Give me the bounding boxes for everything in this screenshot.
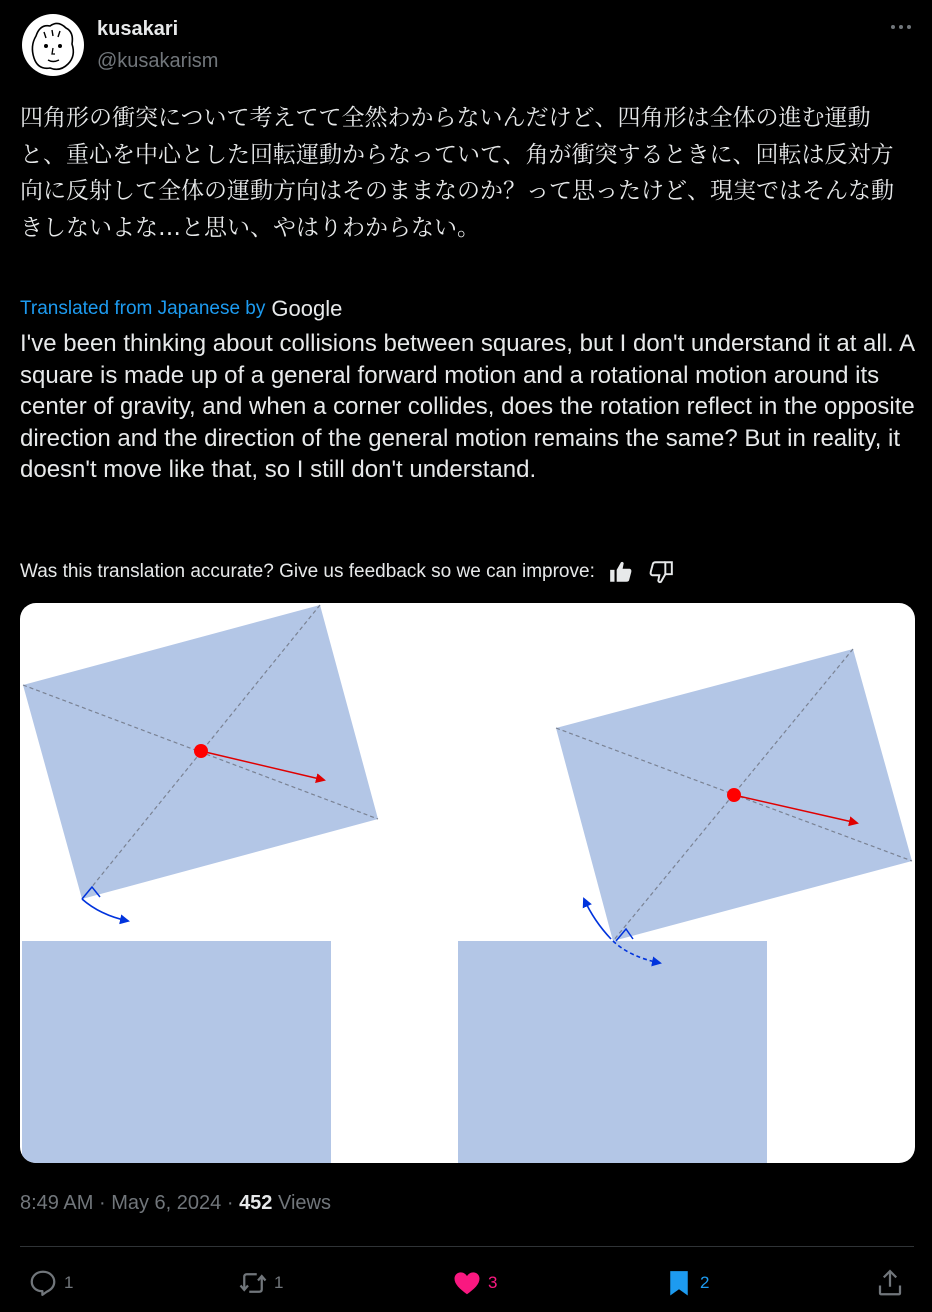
- views-label: Views: [278, 1192, 331, 1214]
- divider: [20, 1246, 914, 1247]
- post-time[interactable]: 8:49 AM: [20, 1192, 94, 1214]
- left-scenario: [22, 605, 378, 1163]
- reply-count: 1: [64, 1273, 74, 1292]
- repost-button[interactable]: [238, 1268, 283, 1298]
- display-name[interactable]: kusakari: [97, 18, 179, 40]
- translation-feedback: [20, 558, 675, 586]
- feedback-prompt: Was this translation accurate? Give us feedback so we can improve:: [20, 561, 595, 582]
- post-text-english: I've been thinking about collisions between squares, but I don't understand it at all. A square is made up of a general forward motion and a rotational motion around its center of gravity, and when a corner collides, does the rotation reflect in the opposite direction and the direction of the general motion remains the same? But in reality, it doesn't move like that, so I still don't understand.: [20, 330, 915, 483]
- center-of-gravity-right: [727, 788, 741, 802]
- reply-icon: [28, 1268, 58, 1298]
- thumbs-down-icon[interactable]: [647, 558, 675, 586]
- meta-separator: ·: [98, 1192, 106, 1214]
- more-horizontal-icon[interactable]: [888, 14, 914, 40]
- reply-button[interactable]: [28, 1268, 73, 1298]
- thumbs-up-icon[interactable]: [607, 558, 635, 586]
- translation-attribution: [20, 296, 342, 322]
- repost-count: 1: [274, 1273, 284, 1292]
- post-text-japanese: 四角形の衝突について考えてて全然わからないんだけど、四角形は全体の進む運動と、重心を中心とした回転運動からなっていて、角が衝突するときに、回転は反対方向に反射して全体の運動方向はそのままなのか？って思ったけど、現実ではそんな動きしないよな…と思い、やはりわからない。: [20, 105, 894, 241]
- heart-icon: [452, 1268, 482, 1298]
- bookmark-button[interactable]: [664, 1268, 709, 1298]
- bookmark-icon: [664, 1268, 694, 1298]
- translator-name: Google: [271, 296, 343, 321]
- share-button[interactable]: [875, 1268, 905, 1298]
- repost-icon: [238, 1268, 268, 1298]
- translated-label[interactable]: Translated from Japanese by: [20, 298, 266, 319]
- center-of-gravity-left: [194, 744, 208, 758]
- share-icon: [875, 1268, 905, 1298]
- floor-square-left: [22, 941, 331, 1163]
- meta-separator: ·: [226, 1192, 234, 1214]
- like-count: 3: [488, 1273, 498, 1292]
- post-date[interactable]: May 6, 2024: [111, 1192, 222, 1214]
- like-button[interactable]: [452, 1268, 497, 1298]
- handle[interactable]: @kusakarism: [97, 50, 219, 72]
- post-image[interactable]: [20, 603, 915, 1163]
- right-scenario: [458, 649, 912, 1163]
- floor-square-right: [458, 941, 767, 1163]
- views-count: 452: [239, 1192, 273, 1214]
- doodle-face-avatar: [22, 14, 84, 76]
- square-collision-diagram: [20, 603, 915, 1163]
- avatar[interactable]: [22, 14, 84, 76]
- bookmark-count: 2: [700, 1273, 710, 1292]
- post-metadata: [20, 1192, 331, 1215]
